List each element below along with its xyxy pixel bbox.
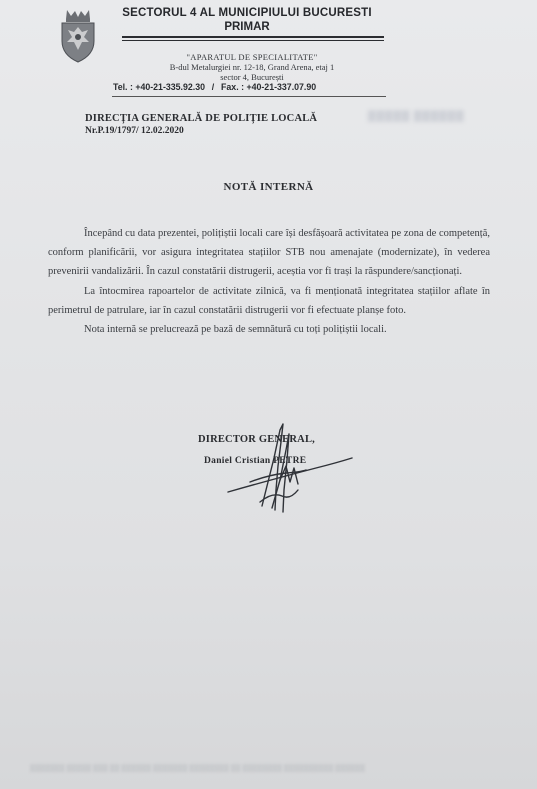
document-body bbox=[48, 224, 490, 339]
phone-number: Tel. : +40-21-335.92.30 bbox=[113, 82, 206, 92]
blurred-footer-text: ▒▒▒▒▒▒▒ ▒▒▒▒▒ ▒▒▒ ▒▒ ▒▒▒▒▒▒ ▒▒▒▒▒▒▒ ▒▒▒▒▒▒▒▒ ▒▒ ▒▒▒▒▒▒▒▒ ▒▒▒▒▒▒▒▒▒▒ ▒▒▒▒▒▒ bbox=[30, 764, 365, 772]
fax-number: Fax. : +40-21-337.07.90 bbox=[221, 82, 317, 92]
institution-name: SECTORUL 4 AL MUNICIPIULUI BUCURESTI bbox=[122, 7, 372, 19]
address-line-2: sector 4, București bbox=[220, 72, 284, 82]
signatory-role: DIRECTOR GENERAL, bbox=[198, 434, 315, 445]
document-title: NOTĂ INTERNĂ bbox=[223, 181, 314, 193]
signatory-name: Daniel Cristian PETRE bbox=[204, 456, 307, 466]
body-paragraph: Nota internă se prelucrează pe bază de semnătură cu toți polițiștii locali. bbox=[84, 324, 387, 336]
document-number: Nr.P.19/1797/ 12.02.2020 bbox=[85, 126, 184, 136]
institution-subtitle: PRIMAR bbox=[224, 21, 270, 33]
body-paragraph: Începând cu data prezentei, polițiștii locali care își desfășoară activitatea pe zona de competență, conform planificării, vor asigura integritatea stațiilor STB nou amenajate (modernizate), în vederea prevenirii vandalizării. În cazul constatării distrugerii, aceștia vor fi trași la răspundere/sancționați. bbox=[48, 228, 490, 278]
contact-separator: / bbox=[211, 82, 215, 92]
body-paragraph: La întocmirea rapoartelor de activitate zilnică, va fi menționată integritatea stațiilor aflate în perimetrul de patrulare, iar în cazul constatării distrugerii vor fi efectuate planșe foto. bbox=[48, 285, 490, 316]
blurred-registration-stamp: ▒▒▒▒▒ ▒▒▒▒▒▒ bbox=[368, 111, 465, 122]
address-line-1: B-dul Metalurgiei nr. 12-18, Grand Arena, etaj 1 bbox=[169, 62, 335, 72]
header-rule-thick bbox=[122, 36, 384, 38]
header-rule-thin bbox=[122, 40, 384, 41]
contact-underline bbox=[112, 96, 386, 97]
handwritten-signature bbox=[220, 420, 360, 520]
contact-line bbox=[113, 82, 393, 92]
coat-of-arms-icon bbox=[57, 8, 99, 64]
office-name: "APARATUL DE SPECIALITATE" bbox=[186, 52, 318, 62]
department-name: DIRECȚIA GENERALĂ DE POLIȚIE LOCALĂ bbox=[85, 113, 318, 124]
